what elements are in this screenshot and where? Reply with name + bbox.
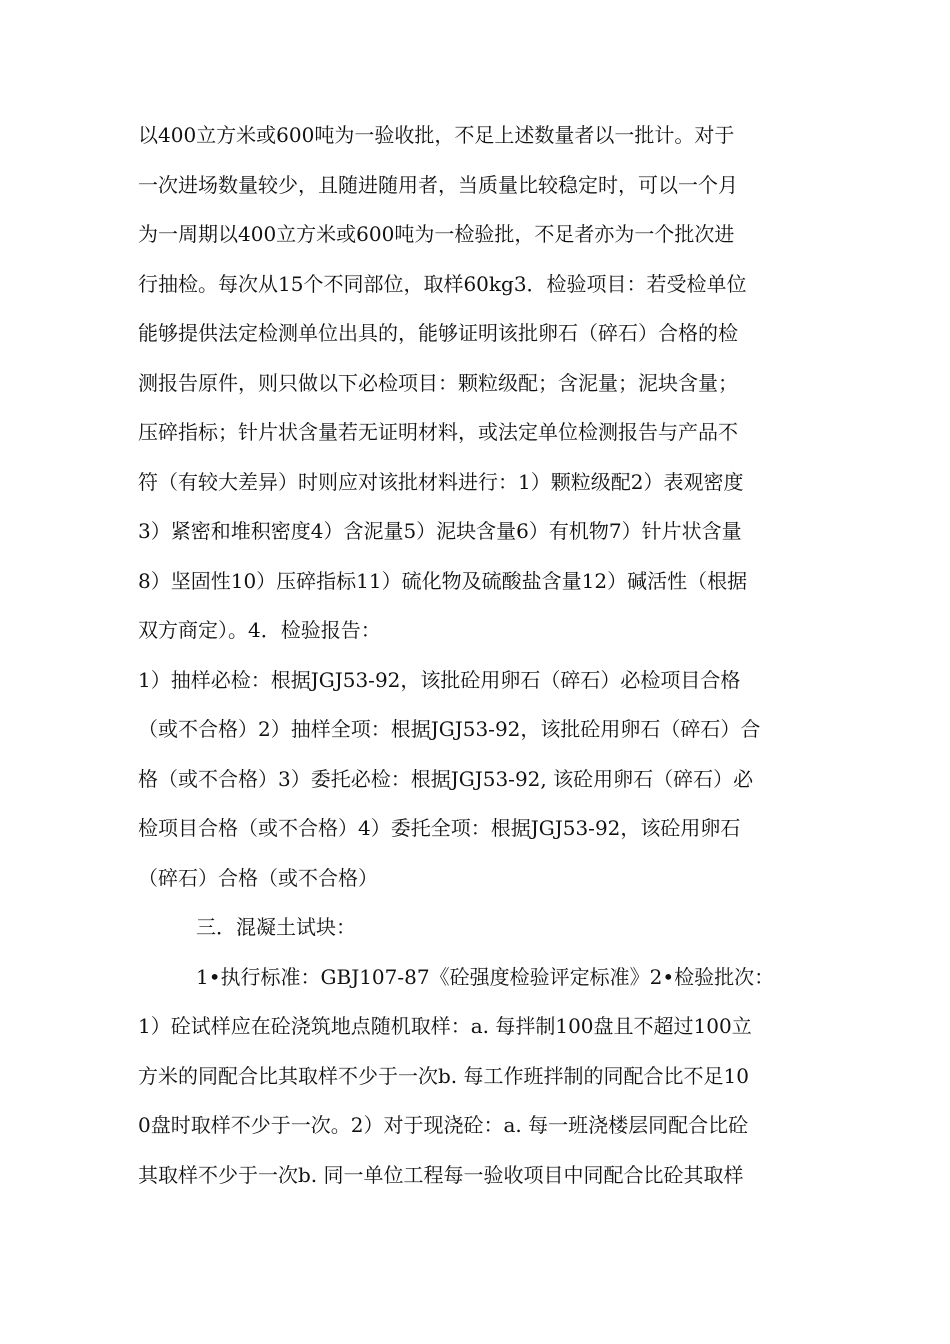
text-line: 方米的同配合比其取样不少于一次b. 每工作班拌制的同配合比不足10 (138, 1063, 749, 1088)
text-line: 检项目合格（或不合格）4）委托全项：根据JGJ53-92，该砼用卵石 (138, 816, 741, 840)
text-line: 符（有较大差异）时则应对该批材料进行：1）颗粒级配2）表观密度 (138, 469, 744, 494)
text-line: 测报告原件，则只做以下必检项目：颗粒级配；含泥量；泥块含量； (138, 370, 738, 395)
text-line: 1）砼试样应在砼浇筑地点随机取样：a. 每拌制100盘且不超过100立 (138, 1014, 752, 1038)
text-line: 压碎指标；针片状含量若无证明材料，或法定单位检测报告与产品不 (138, 420, 738, 444)
text-line: 能够提供法定检测单位出具的，能够证明该批卵石（碎石）合格的检 (138, 321, 738, 345)
body-text (138, 117, 818, 1206)
text-line: 行抽检。每次从15个不同部位，取样60kg3．检验项目：若受检单位 (138, 271, 747, 296)
section-heading: 三．混凝土试块： (196, 915, 356, 939)
text-line: 3）紧密和堆积密度4）含泥量5）泥块含量6）有机物7）针片状含量 (138, 519, 742, 543)
text-line: 一次进场数量较少，且随进随用者，当质量比较稳定时，可以一个月 (138, 172, 738, 197)
text-line: 双方商定）。4．检验报告： (138, 618, 381, 642)
text-line: 为一周期以400立方米或600吨为一检验批，不足者亦为一个批次进 (138, 222, 735, 246)
text-line: 以400立方米或600吨为一验收批，不足上述数量者以一批计。对于 (138, 123, 735, 147)
text-line: （碎石）合格（或不合格） (138, 865, 378, 890)
text-line: 8）坚固性10）压碎指标11）硫化物及硫酸盐含量12）碱活性（根据 (138, 568, 748, 593)
text-line: 1）抽样必检：根据JGJ53-92，该批砼用卵石（碎石）必检项目合格 (138, 667, 741, 692)
text-line: 1•执行标准：GBJ107-87《砼强度检验评定标准》2•检验批次： (196, 964, 775, 989)
text-line: 0盘时取样不少于一次。2）对于现浇砼：a. 每一班浇楼层同配合比砼 (138, 1113, 749, 1137)
text-line: 其取样不少于一次b. 同一单位工程每一验收项目中同配合比砼其取样 (138, 1162, 744, 1187)
text-line: 格（或不合格）3）委托必检：根据JGJ53-92, 该砼用卵石（碎石）必 (138, 766, 754, 791)
text-line: （或不合格）2）抽样全项：根据JGJ53-92，该批砼用卵石（碎石）合 (138, 717, 761, 741)
